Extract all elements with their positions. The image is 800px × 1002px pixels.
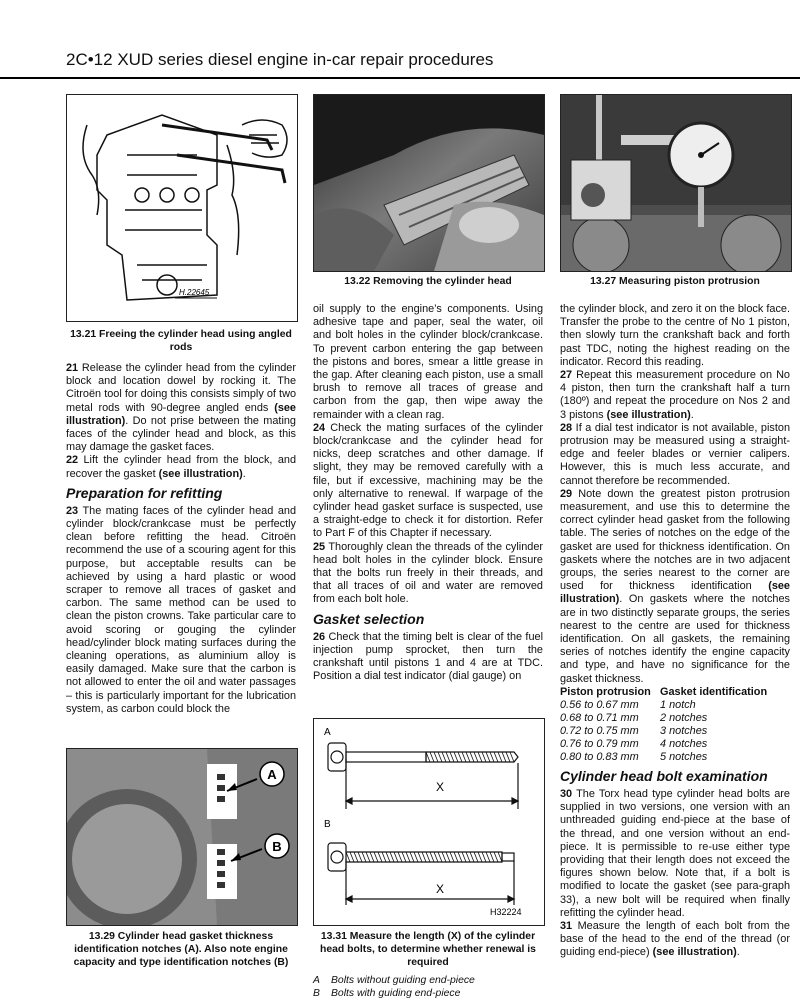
paragraph-31: 31 Measure the length of each bolt from the base of the head to the end of the thread (or guiding end-piece) (see illustration). xyxy=(560,919,790,959)
heading-cylinder-head-bolt-examination: Cylinder head bolt examination xyxy=(560,767,768,784)
text-column-2 xyxy=(313,303,543,683)
table-cell: 5 notches xyxy=(660,750,708,763)
paragraph-21: 21 Release the cylinder head from the cylinder block and location dowel by rocking it. The Citroën tool for doing this consists simply of two metal rods with 90-degree angled ends (see illustration). Do not prise between the mating faces of the cylinder head and block, as this may damage the gasket faces. xyxy=(66,362,296,454)
paragraph-23: 23 The mating faces of the cylinder head and cylinder block/crankcase must be perfectly clean before refitting the head. Citroën recommend the use of a scouring agent for this purpose, but acceptable results can be achieved by using a hard plastic or wood scraper to remove all traces of gasket and carbon. The same method can be used to clean the piston crowns. Take particular care to avoid scoring or gouging the cylinder head/cylinder block mating surfaces during the cleaning operations, as aluminium alloy is easily damaged. Make sure that the carbon is not allowed to enter the oil and water passages – this is particularly important for the lubrication system, as carbon could block the xyxy=(66,504,296,715)
heading-gasket-selection: Gasket selection xyxy=(313,610,425,627)
paragraph-30: 30 The Torx head type cylinder head bolts are supplied in two versions, one version with an unthreaded guiding end-piece at the base of the thread, and one version without an end-piece. It is permissible to re-use either type providing that their length does not exceed the figures shown below. Note that, if a bolt is modified to locate the gasket (see para-graph 33), a new bolt will be required when finally refitting the cylinder head. xyxy=(560,787,790,919)
table-cell: 2 notches xyxy=(660,711,708,724)
figure-13-29-caption: 13.29 Cylinder head gasket thickness identification notches (A). Also note engine capacity and type identification notches (B) xyxy=(73,931,289,968)
figure-13-21-drawing xyxy=(66,94,298,322)
paragraph-23-continued: oil supply to the engine’s components. Using adhesive tape and paper, seal the water, oil and bolt holes in the cylinder block/crankcase. To prevent carbon entering the gap between the pistons and bores, smear a little grease in the gap. After cleaning each piston, use a small brush to remove all traces of grease and carbon from the gap, then wipe away the remainder with a clean rag. xyxy=(313,303,543,421)
table-cell: 0.72 to 0.75 mm xyxy=(560,724,639,737)
paragraph-28: 28 If a dial test indicator is not available, piston protrusion may be measured using a straight-edge and feeler blades or vernier calipers. However, this is much less accurate, and cannot therefore be recommended. xyxy=(560,421,790,487)
figure-13-22-photo xyxy=(313,94,545,272)
text-column-1 xyxy=(66,362,296,716)
figure-13-27-photo xyxy=(560,94,792,272)
paragraph-27: 27 Repeat this measurement procedure on No 4 piston, then turn the crankshaft half a turn (180º) and repeat the procedure on Nos 2 and 3 pistons (see illustration). xyxy=(560,369,790,421)
figure-13-31-caption: 13.31 Measure the length (X) of the cylinder head bolts, to determine whether renewal is required xyxy=(320,931,536,968)
table-cell: 0.76 to 0.79 mm xyxy=(560,737,639,750)
table-header-protrusion: Piston protrusion xyxy=(560,685,651,698)
figure-13-22-caption: 13.22 Removing the cylinder head xyxy=(344,276,512,287)
table-cell: 0.68 to 0.71 mm xyxy=(560,711,639,724)
paragraph-22: 22 Lift the cylinder head from the block, and recover the gasket (see illustration). xyxy=(66,454,296,480)
drawing-reference: H.22645 xyxy=(179,288,210,297)
figure-13-31-drawing xyxy=(313,718,545,926)
figure-13-29-photo xyxy=(66,748,298,926)
paragraph-25: 25 Thoroughly clean the threads of the cylinder head bolt holes in the cylinder block. Ensure that the bolts run freely in their threads, and that all traces of oil and water are removed from each bolt hole. xyxy=(313,540,543,606)
length-label-x2: X xyxy=(436,882,445,896)
label-b: B xyxy=(272,839,282,854)
table-header-gasket: Gasket identification xyxy=(660,685,768,698)
header-rule xyxy=(0,77,800,79)
page-reference: 2C•12 xyxy=(66,50,113,69)
table-cell: 0.80 to 0.83 mm xyxy=(560,750,639,763)
bolt-label-a: A xyxy=(324,727,331,738)
figure-13-27-caption: 13.27 Measuring piston protrusion xyxy=(590,276,760,287)
label-a: A xyxy=(267,767,277,782)
bolt-label-b: B xyxy=(324,819,331,830)
table-cell: 4 notches xyxy=(660,737,708,750)
page-header xyxy=(66,50,790,70)
heading-preparation-for-refitting: Preparation for refitting xyxy=(66,484,223,501)
legend-row-b: B Bolts with guiding end-piece xyxy=(313,988,461,999)
table-cell: 3 notches xyxy=(660,724,708,737)
figure-13-21-caption: 13.21 Freeing the cylinder head using angled rods xyxy=(70,329,292,353)
page-title: XUD series diesel engine in-car repair procedures xyxy=(117,50,494,69)
figure-13-31-legend xyxy=(313,974,543,1000)
text-column-3 xyxy=(560,303,790,960)
paragraph-26: 26 Check that the timing belt is clear of the fuel injection pump sprocket, then turn the crankshaft until pistons 1 and 4 are at TDC. Position a dial test indicator (dial gauge) on xyxy=(313,630,543,683)
paragraph-29: 29 Note down the greatest piston protrusion measurement, and use this to determine the correct cylinder head gasket from the following table. The series of notches on the edge of the gasket are used for thickness identification. On gaskets where the notches are in two adjacent groups, the series nearest to the corner are used for thickness identification (see illustration). On gaskets where the notches are in two distinctly separate groups, the series nearest to the centre are used for thickness identification. On all gaskets, the remaining series of notches identify the engine capacity and type, and have no significance for the gasket thickness. xyxy=(560,487,790,685)
table-cell: 1 notch xyxy=(660,698,696,711)
drawing-reference: H32224 xyxy=(490,907,522,917)
legend-row-a: A Bolts without guiding end-piece xyxy=(313,975,475,986)
paragraph-26-continued: the cylinder block, and zero it on the block face. Transfer the probe to the centre of No 1 piston, then slowly turn the crankshaft back and forth past TDC, noting the highest reading on the indicator. Record this reading. xyxy=(560,303,790,368)
protrusion-table xyxy=(560,686,790,764)
length-label-x1: X xyxy=(436,780,445,794)
table-cell: 0.56 to 0.67 mm xyxy=(560,698,639,711)
paragraph-24: 24 Check the mating surfaces of the cylinder block/crankcase and the cylinder head for nicks, deep scratches and other damage. If slight, they may be removed carefully with a file, but if excessive, machining may be the only alternative to renewal. If warpage of the cylinder head gasket surface is suspected, use a straight-edge to check it for distortion. Refer to Part F of this Chapter if necessary. xyxy=(313,421,543,540)
